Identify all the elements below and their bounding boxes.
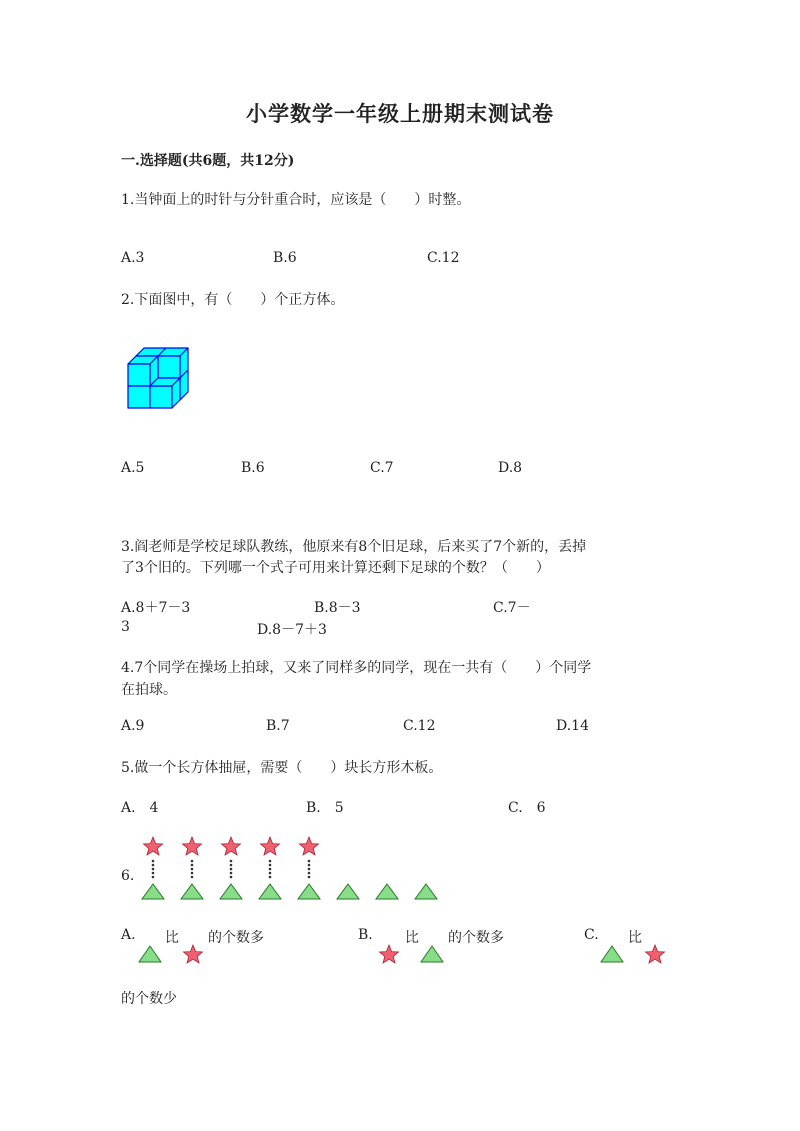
question-4-line-2: 在拍球。 bbox=[121, 682, 177, 698]
star-icon bbox=[222, 837, 241, 855]
q6-option-c-mid: 比 bbox=[628, 930, 642, 946]
triangle-icon bbox=[220, 884, 242, 899]
q6-option-a-mid: 比 bbox=[165, 930, 179, 946]
question-5: 5.做一个长方体抽屉，需要（ ）块长方形木板。 bbox=[121, 760, 443, 776]
q6-option-b-mid: 比 bbox=[405, 930, 419, 946]
q6-option-b-shapes bbox=[377, 944, 457, 966]
question-3-line-2: 了3个旧的。下列哪一个式子可用来计算还剩下足球的个数？（ ） bbox=[121, 560, 550, 576]
q4-option-a[interactable]: A.9 bbox=[121, 718, 145, 734]
triangle-icon bbox=[376, 884, 398, 899]
q4-option-c[interactable]: C.12 bbox=[403, 718, 436, 734]
triangle-icon bbox=[142, 884, 164, 899]
triangle-icon bbox=[139, 946, 161, 962]
q3-option-a[interactable]: A.8＋7－3 bbox=[121, 600, 191, 616]
q2-option-d[interactable]: D.8 bbox=[498, 460, 523, 476]
q4-option-b[interactable]: B.7 bbox=[266, 718, 290, 734]
q6-option-a-shapes bbox=[136, 944, 216, 966]
q3-option-c-continued: 3 bbox=[121, 619, 130, 635]
triangle-icon bbox=[181, 884, 203, 899]
q2-option-b[interactable]: B.6 bbox=[241, 460, 265, 476]
question-1: 1.当钟面上的时针与分针重合时，应该是（ ）时整。 bbox=[121, 192, 471, 208]
q6-option-b-letter[interactable]: B. bbox=[358, 927, 373, 943]
q1-option-c[interactable]: C.12 bbox=[427, 250, 460, 266]
section-heading: 一.选择题(共6题，共12分) bbox=[121, 153, 295, 169]
q6-option-c-letter[interactable]: C. bbox=[584, 927, 599, 943]
question-6-number: 6. bbox=[121, 868, 135, 884]
star-icon bbox=[261, 837, 280, 855]
q6-option-a-letter[interactable]: A. bbox=[121, 927, 136, 943]
triangle-icon bbox=[298, 884, 320, 899]
question-3-line-1: 3.阎老师是学校足球队教练，他原来有8个旧足球，后来买了7个新的，丢掉 bbox=[121, 539, 587, 555]
dotted-connector bbox=[230, 860, 233, 879]
star-icon bbox=[380, 945, 399, 963]
q6-option-b-end: 的个数多 bbox=[448, 930, 504, 946]
question-2: 2.下面图中，有（ ）个正方体。 bbox=[121, 292, 345, 308]
q3-option-b[interactable]: B.8－3 bbox=[314, 600, 361, 616]
triangle-icon bbox=[601, 946, 623, 962]
q6-figure bbox=[138, 836, 458, 906]
q2-option-c[interactable]: C.7 bbox=[370, 460, 394, 476]
q5-option-b[interactable]: B. 5 bbox=[306, 800, 344, 816]
q6-option-a-end: 的个数多 bbox=[208, 930, 264, 946]
page-title: 小学数学一年级上册期末测试卷 bbox=[246, 101, 554, 126]
q1-option-b[interactable]: B.6 bbox=[273, 250, 297, 266]
q4-option-d[interactable]: D.14 bbox=[556, 718, 589, 734]
dotted-connector bbox=[269, 860, 272, 879]
dotted-connector bbox=[152, 860, 155, 879]
star-icon bbox=[144, 837, 163, 855]
q3-option-d[interactable]: D.8－7＋3 bbox=[257, 622, 327, 638]
dotted-connector bbox=[308, 860, 311, 879]
dotted-connector bbox=[191, 860, 194, 879]
q6-option-c-shapes bbox=[598, 944, 678, 966]
star-icon bbox=[184, 945, 203, 963]
triangle-icon bbox=[421, 946, 443, 962]
q6-option-c-end: 的个数少 bbox=[121, 991, 177, 1007]
cube-stack-figure bbox=[122, 346, 194, 416]
question-4-line-1: 4.7个同学在操场上拍球，又来了同样多的同学，现在一共有（ ）个同学 bbox=[121, 660, 592, 676]
q1-option-a[interactable]: A.3 bbox=[121, 250, 145, 266]
triangle-icon bbox=[259, 884, 281, 899]
q2-option-a[interactable]: A.5 bbox=[121, 460, 145, 476]
star-icon bbox=[300, 837, 319, 855]
star-icon bbox=[183, 837, 202, 855]
triangle-icon bbox=[415, 884, 437, 899]
q3-option-c[interactable]: C.7－ bbox=[493, 600, 531, 616]
triangle-icon bbox=[337, 884, 359, 899]
q5-option-a[interactable]: A. 4 bbox=[121, 800, 159, 816]
star-icon bbox=[646, 945, 665, 963]
q5-option-c[interactable]: C. 6 bbox=[508, 800, 546, 816]
